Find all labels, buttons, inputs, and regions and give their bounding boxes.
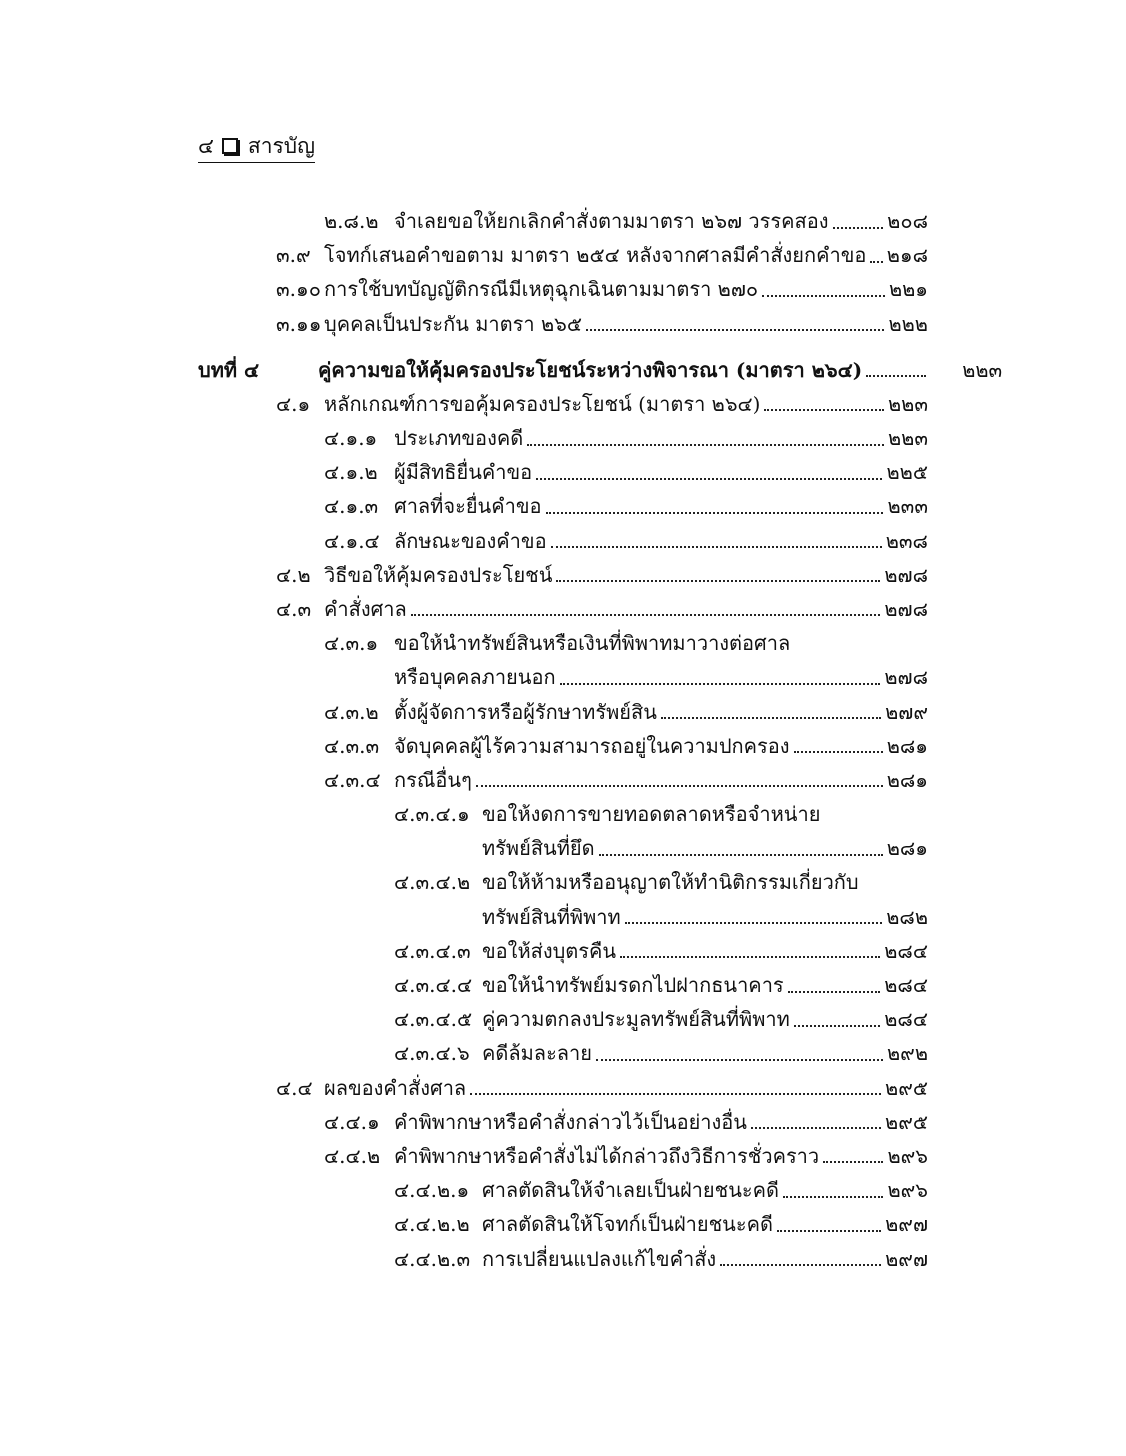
dot-leader (794, 1024, 880, 1027)
toc-entry-page: ๒๙๕ (885, 1109, 928, 1134)
dot-leader (870, 260, 882, 263)
toc-entry-page: ๒๙๕ (885, 1075, 928, 1100)
dot-leader (661, 716, 881, 719)
toc-entry-title: ทรัพย์สินที่ยึด (482, 836, 595, 861)
toc-entry (198, 1105, 928, 1139)
toc-entry-number: ๔.๑ (276, 391, 311, 416)
toc-entry (198, 694, 928, 728)
toc-entry-title: การเปลี่ยนแปลงแก้ไขคำสั่ง (482, 1246, 717, 1271)
toc-entry-page: ๒๒๑ (888, 277, 928, 302)
toc-entry-page: ๒๙๖ (887, 1178, 928, 1203)
toc-entry-title: คำพิพากษาหรือคำสั่งไม่ได้กล่าวถึงวิธีการชั่วคราว (394, 1143, 820, 1168)
toc-entry-title: คำพิพากษาหรือคำสั่งกล่าวไว้เป็นอย่างอื่น (394, 1109, 747, 1134)
toc-entry (198, 238, 928, 272)
toc-entry (198, 763, 928, 797)
toc-entry (198, 421, 928, 455)
toc-entry-page: ๒๒๓ (887, 391, 928, 416)
dot-leader (411, 613, 881, 616)
toc-entry-title: จัดบุคคลผู้ไร้ความสามารถอยู่ในความปกครอง (394, 733, 790, 758)
dot-leader (551, 545, 882, 548)
dot-leader (764, 408, 883, 411)
toc-entry-title: ลักษณะของคำขอ (394, 528, 547, 553)
toc-entry (198, 387, 928, 421)
toc-entry-title: ขอให้งดการขายทอดตลาดหรือจำหน่าย (482, 802, 821, 827)
toc-entry (198, 660, 928, 694)
toc-entry (198, 729, 928, 763)
toc-entry-number: ๔.๓.๑ (324, 631, 379, 656)
toc-entry-title: วิธีขอให้คุ้มครองประโยชน์ (324, 562, 553, 587)
toc-entry (198, 1173, 928, 1207)
toc-entry-number: ๔.๓.๔.๔ (394, 973, 473, 998)
toc-entry-page: ๒๘๒ (886, 904, 928, 929)
toc-entry-page: ๒๙๒ (886, 1041, 928, 1066)
toc-entry-title: ขอให้ส่งบุตรคืน (482, 938, 617, 963)
toc-entry-page: ๒๒๒ (888, 311, 928, 336)
toc-entry-page: ๒๘๑ (886, 767, 928, 792)
toc-entry (198, 455, 928, 489)
toc-entry-number: ๔.๔.๒.๒ (394, 1212, 470, 1237)
dot-leader (625, 921, 883, 924)
dot-leader (599, 853, 883, 856)
toc-entry (198, 626, 928, 660)
toc-entry-title: ผลของคำสั่งศาล (324, 1075, 467, 1100)
toc-entry (198, 1002, 928, 1036)
toc-entry (198, 592, 928, 626)
toc-entry-number: บทที่ ๔ (198, 357, 260, 382)
toc-entry (198, 307, 928, 341)
toc-entry-page: ๒๗๘ (884, 665, 928, 690)
toc-entry-page: ๒๗๘ (884, 562, 928, 587)
toc-entry-title: ผู้มีสิทธิยื่นคำขอ (394, 460, 533, 485)
toc-entry-page: ๒๘๑ (886, 733, 928, 758)
toc-entry-title: ศาลตัดสินให้โจทก์เป็นฝ่ายชนะคดี (482, 1212, 773, 1237)
header-page-number: ๔ (198, 134, 214, 158)
toc-entry-title: ประเภทของคดี (394, 426, 524, 451)
toc-entry-title: ขอให้นำทรัพย์สินหรือเงินที่พิพาทมาวางต่อศาล (394, 631, 791, 656)
dot-leader (833, 226, 884, 229)
toc-entry-page: ๒๐๘ (887, 209, 928, 234)
toc-entry-title: ขอให้นำทรัพย์มรดกไปฝากธนาคาร (482, 973, 784, 998)
toc-entry-title: การใช้บทบัญญัติกรณีมีเหตุฉุกเฉินตามมาตรา ๒๗๐ (324, 277, 759, 302)
dot-leader (560, 682, 881, 685)
toc-entry-title: คู่ความขอให้คุ้มครองประโยชน์ระหว่างพิจารณา (มาตรา ๒๖๔) (318, 357, 863, 382)
toc-entry-number: ๔.๒ (276, 562, 311, 587)
dot-leader (536, 477, 882, 480)
toc-entry-page: ๒๙๗ (885, 1212, 928, 1237)
dot-leader (596, 1058, 883, 1061)
toc-entry-page: ๒๓๓ (887, 494, 928, 519)
toc-entry (198, 1207, 928, 1241)
toc-entry-number: ๔.๓.๓ (324, 733, 380, 758)
dot-leader (470, 1092, 881, 1095)
toc-entry-title: ขอให้ห้ามหรืออนุญาตให้ทำนิติกรรมเกี่ยวกับ (482, 870, 859, 895)
dot-leader (546, 511, 884, 514)
toc-entry-page: ๒๒๓ (887, 426, 928, 451)
toc-entry-title: ทรัพย์สินที่พิพาท (482, 904, 621, 929)
header-section-title: สารบัญ (247, 134, 316, 158)
dot-leader (556, 579, 880, 582)
toc-entry-number: ๔.๓.๔.๒ (394, 870, 471, 895)
toc-entry-title: บุคคลเป็นประกัน มาตรา ๒๖๕ (324, 311, 582, 336)
dot-leader (476, 784, 883, 787)
toc-entry-title: หลักเกณฑ์การขอคุ้มครองประโยชน์ (มาตรา ๒๖๔) (324, 391, 761, 416)
toc-entry (198, 524, 928, 558)
toc-entry-title: จำเลยขอให้ยกเลิกคำสั่งตามมาตรา ๒๖๗ วรรคสอง (394, 209, 829, 234)
toc-entry (198, 1241, 928, 1275)
toc-entry-number: ๔.๑.๒ (324, 460, 378, 485)
toc-entry-page: ๒๙๗ (885, 1246, 928, 1271)
toc-entry-title: ศาลที่จะยื่นคำขอ (394, 494, 542, 519)
toc-entry (198, 1036, 928, 1070)
toc-entry (198, 272, 928, 306)
toc-entry (198, 900, 928, 934)
dot-leader (823, 1160, 883, 1163)
checkbox-bullet-icon (222, 138, 238, 154)
toc-entry-number: ๔.๑.๑ (324, 426, 378, 451)
toc-entry-number: ๔.๔.๒.๑ (394, 1178, 470, 1203)
dot-leader (866, 374, 926, 377)
toc-entry-page: ๒๘๑ (886, 836, 928, 861)
toc-entry-number: ๔.๓.๒ (324, 699, 379, 724)
toc-entry-title: คู่ความตกลงประมูลทรัพย์สินที่พิพาท (482, 1007, 790, 1032)
table-of-contents (198, 204, 1003, 1276)
toc-entry-number: ๔.๔.๒.๓ (394, 1246, 471, 1271)
toc-entry-number: ๔.๓.๔.๓ (394, 938, 471, 963)
toc-entry (198, 489, 928, 523)
toc-entry-number: ๔.๔.๒ (324, 1143, 381, 1168)
toc-entry-number: ๔.๓.๔.๖ (394, 1041, 470, 1066)
toc-entry-title: หรือบุคคลภายนอก (394, 665, 556, 690)
dot-leader (788, 990, 881, 993)
toc-entry (198, 1139, 928, 1173)
toc-entry (198, 558, 928, 592)
dot-leader (720, 1263, 881, 1266)
toc-entry-title: คดีล้มละลาย (482, 1041, 593, 1066)
dot-leader (527, 443, 884, 446)
toc-entry-page: ๒๓๘ (885, 528, 928, 553)
toc-entry (198, 831, 928, 865)
toc-entry-number: ๔.๔.๑ (324, 1109, 380, 1134)
dot-leader (783, 1195, 883, 1198)
dot-leader (762, 294, 885, 297)
toc-entry-number: ๓.๑๐ (276, 277, 321, 302)
toc-entry (198, 934, 928, 968)
toc-entry-number: ๔.๓.๔.๕ (394, 1007, 473, 1032)
toc-entry-page: ๒๒๕ (886, 460, 928, 485)
dot-leader (620, 955, 880, 958)
toc-entry-number: ๔.๓.๔.๑ (394, 802, 470, 827)
toc-entry (198, 865, 928, 899)
toc-entry-title: โจทก์เสนอคำขอตาม มาตรา ๒๕๔ หลังจากศาลมีคำสั่งยกคำขอ (324, 243, 867, 268)
toc-entry (198, 797, 928, 831)
toc-entry-number: ๓.๑๑ (276, 311, 322, 336)
dot-leader (794, 750, 883, 753)
toc-entry-number: ๓.๙ (276, 243, 311, 268)
toc-entry-title: ตั้งผู้จัดการหรือผู้รักษาทรัพย์สิน (394, 699, 657, 724)
toc-entry-number: ๒.๘.๒ (324, 209, 379, 234)
dot-leader (751, 1126, 881, 1129)
toc-entry-title: กรณีอื่นๆ (394, 767, 472, 792)
toc-entry (198, 1071, 928, 1105)
toc-entry-page: ๒๒๓ (962, 357, 1003, 382)
toc-entry-page: ๒๘๔ (884, 938, 928, 963)
dot-leader (777, 1229, 881, 1232)
toc-entry-number: ๔.๑.๔ (324, 528, 380, 553)
toc-entry-page: ๒๗๘ (884, 596, 928, 621)
toc-entry-number: ๔.๔ (276, 1075, 313, 1100)
toc-chapter-row (198, 353, 1003, 387)
toc-entry-title: คำสั่งศาล (324, 596, 407, 621)
toc-entry-number: ๔.๓ (276, 596, 312, 621)
dot-leader (586, 328, 884, 331)
toc-entry-number: ๔.๓.๔ (324, 767, 381, 792)
toc-entry-number: ๔.๑.๓ (324, 494, 379, 519)
toc-entry-page: ๒๙๖ (887, 1143, 928, 1168)
toc-entry-page: ๒๘๔ (884, 973, 928, 998)
toc-entry-page: ๒๑๘ (886, 243, 928, 268)
toc-entry (198, 968, 928, 1002)
toc-entry-page: ๒๘๔ (884, 1007, 928, 1032)
toc-entry (198, 204, 928, 238)
toc-entry-page: ๒๗๙ (885, 699, 928, 724)
toc-entry-title: ศาลตัดสินให้จำเลยเป็นฝ่ายชนะคดี (482, 1178, 779, 1203)
running-header (198, 132, 315, 163)
